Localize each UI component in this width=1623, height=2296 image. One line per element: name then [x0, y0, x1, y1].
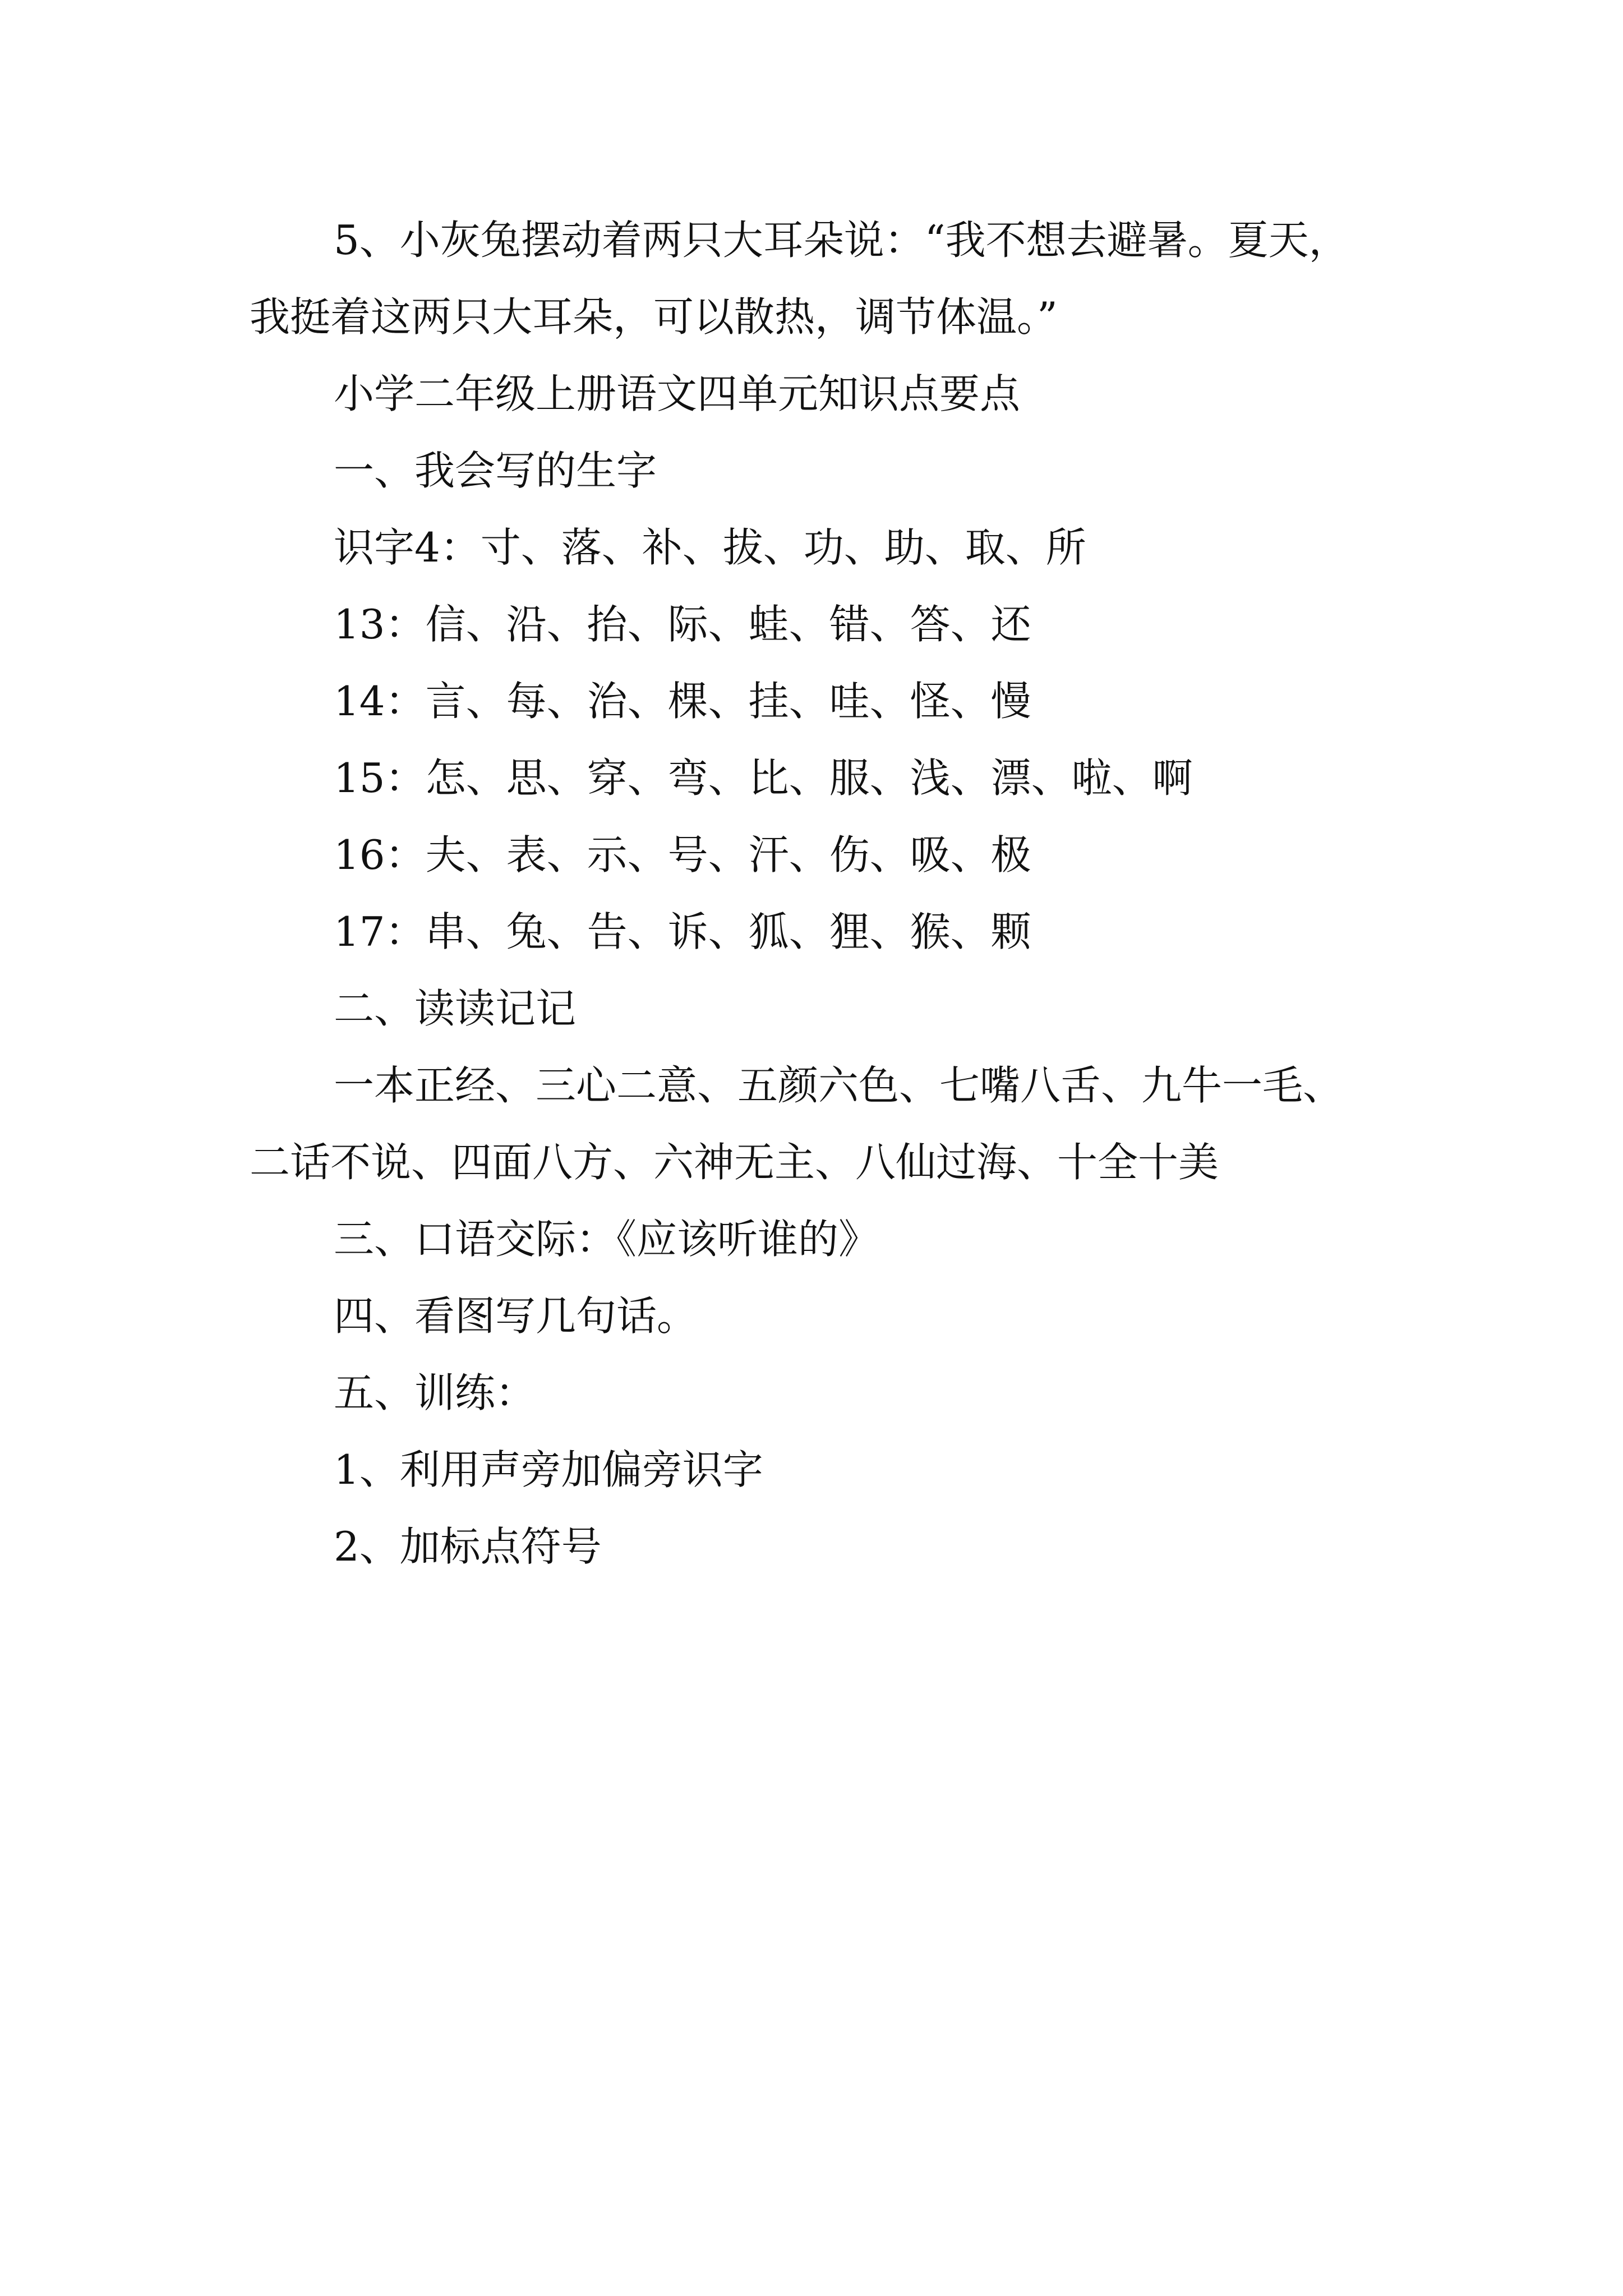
paragraph-section-4: 四、看图写几句话。 — [334, 1292, 698, 1340]
paragraph-training-1: 1、利用声旁加偏旁识字 — [334, 1446, 763, 1493]
paragraph-rabbit-quote: 5、小灰兔摆动着两只大耳朵说：“我不想去避暑。夏天，我挺着这两只大耳朵，可以散热，调节体温。” — [250, 217, 1349, 341]
paragraph-characters-17: 17：串、兔、告、诉、狐、狸、猴、颗 — [334, 908, 1031, 955]
paragraph-section-5: 五、训练： — [334, 1369, 536, 1416]
paragraph-section-1: 一、我会写的生字 — [334, 447, 657, 494]
paragraph-characters-14: 14：言、每、治、棵、挂、哇、怪、慢 — [334, 678, 1031, 725]
paragraph-characters-16: 16：夫、表、示、号、汗、伤、吸、极 — [334, 831, 1031, 878]
document-body — [250, 202, 1382, 1585]
paragraph-title: 小学二年级上册语文四单元知识点要点 — [334, 370, 1021, 417]
paragraph-training-2: 2、加标点符号 — [334, 1523, 602, 1570]
paragraph-section-2: 二、读读记记 — [334, 985, 577, 1032]
paragraph-characters-15: 15：怎、思、穿、弯、比、服、浅、漂、啦、啊 — [334, 754, 1193, 802]
paragraph-characters-4: 识字4：寸、落、补、拔、功、助、取、所 — [334, 524, 1086, 571]
paragraph-idioms: 一本正经、三心二意、五颜六色、七嘴八舌、九牛一毛、二话不说、四面八方、六神无主、八仙过海、十全十美 — [250, 1062, 1344, 1186]
paragraph-section-3: 三、口语交际：《应该听谁的》 — [334, 1216, 879, 1263]
paragraph-characters-13: 13：信、沿、抬、际、蛙、错、答、还 — [334, 601, 1031, 648]
